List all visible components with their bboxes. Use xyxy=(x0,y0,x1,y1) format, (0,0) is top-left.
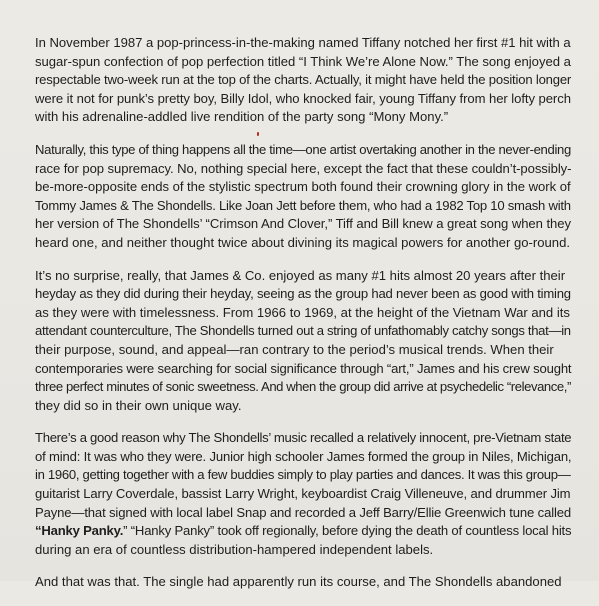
bold-open-quote: “ xyxy=(35,523,42,539)
text-line: they did so in their own unique way. xyxy=(35,397,242,413)
text-line: her version of The Shondells’ “Crimson And Clover,” Tiff and Bill knew a great song when they xyxy=(35,216,571,232)
text-line: three perfect minutes of sonic sweetness. And when the group did arrive at psychedelic “relevance,” xyxy=(35,379,571,395)
text-line: Payne—that signed with local label Snap and recorded a Jeff Barry/Ellie Greenwich tune called xyxy=(35,504,571,520)
text-line: It’s no surprise, really, that James & Co. enjoyed as many #1 hits almost 20 years after their xyxy=(35,267,566,283)
text-line: their purpose, sound, and appeal—ran contrary to the period’s musical trends. When their xyxy=(35,341,554,357)
text-line-with-bold-title xyxy=(35,522,571,541)
text-line: in 1960, getting together with a few buddies simply to play parties and dances. It was this group— xyxy=(35,467,571,483)
paragraph-1 xyxy=(35,34,571,127)
text-line: And that was that. The single had apparently run its course, and The Shondells abandoned xyxy=(35,574,562,590)
paragraph-4 xyxy=(35,429,571,559)
text-line: Naturally, this type of thing happens all the time—one artist overtaking another in the never-ending xyxy=(35,141,571,157)
text-line: were it not for punk’s pretty boy, Billy Idol, who knocked fair, young Tiffany from her lofty perch xyxy=(35,90,571,106)
paragraph-3 xyxy=(35,267,571,416)
text-line: with his adrenaline-addled live rendition of the party song “Mony Mony.” xyxy=(35,109,449,125)
text-line: heyday as they did during their heyday, seeing as the group had never been as good with timing xyxy=(35,286,571,302)
text-line: heard one, and neither thought twice about divining its magical powers for another go-round. xyxy=(35,234,570,250)
text-line: be-more-opposite ends of the stylistic spectrum both found their crowning glory in the work of xyxy=(35,179,571,195)
text-line: guitarist Larry Coverdale, bassist Larry Wright, keyboardist Craig Villeneuve, and drummer Jim xyxy=(35,486,571,502)
text-line: In November 1987 a pop-princess-in-the-making named Tiffany notched her first #1 hit with a xyxy=(35,35,571,50)
text-column xyxy=(35,34,571,606)
text-line: during an era of countless distribution-hampered independent labels. xyxy=(35,541,434,557)
text-line: attendant counterculture, The Shondells turned out a string of unfathomably catchy songs that—in xyxy=(35,323,571,339)
text-line: contemporaries were searching for social significance through “art,” James and his crew sought xyxy=(35,360,572,376)
text-line: of mind: It was who they were. Junior high schooler James formed the group in Niles, Michigan, xyxy=(35,448,572,464)
text-fragment: ” “Hanky Panky” took off regionally, before dying the death of countless local hits xyxy=(123,523,572,539)
text-line: There’s a good reason why The Shondells’ music recalled a relatively innocent, pre-Vietnam state xyxy=(35,430,572,446)
text-line: Tommy James & The Shondells. Like Joan Jett before them, who had a 1982 Top 10 smash with xyxy=(35,197,571,213)
text-line: as they were with timelessness. From 1966 to 1969, at the height of the Vietnam War and its xyxy=(35,304,570,320)
text-line: race for pop supremacy. No, nothing special here, except the fact that these couldn’t-possibly- xyxy=(35,160,572,176)
paragraph-5 xyxy=(35,573,571,592)
paragraph-2 xyxy=(35,141,571,253)
bold-song-title: Hanky Panky. xyxy=(41,523,124,539)
text-line: sugar-spun confection of pop perfection titled “I Think We’re Alone Now.” The song enjoyed a xyxy=(35,53,571,69)
text-line: respectable two-week run at the top of the charts. Actually, it might have held the position longer xyxy=(35,72,572,88)
